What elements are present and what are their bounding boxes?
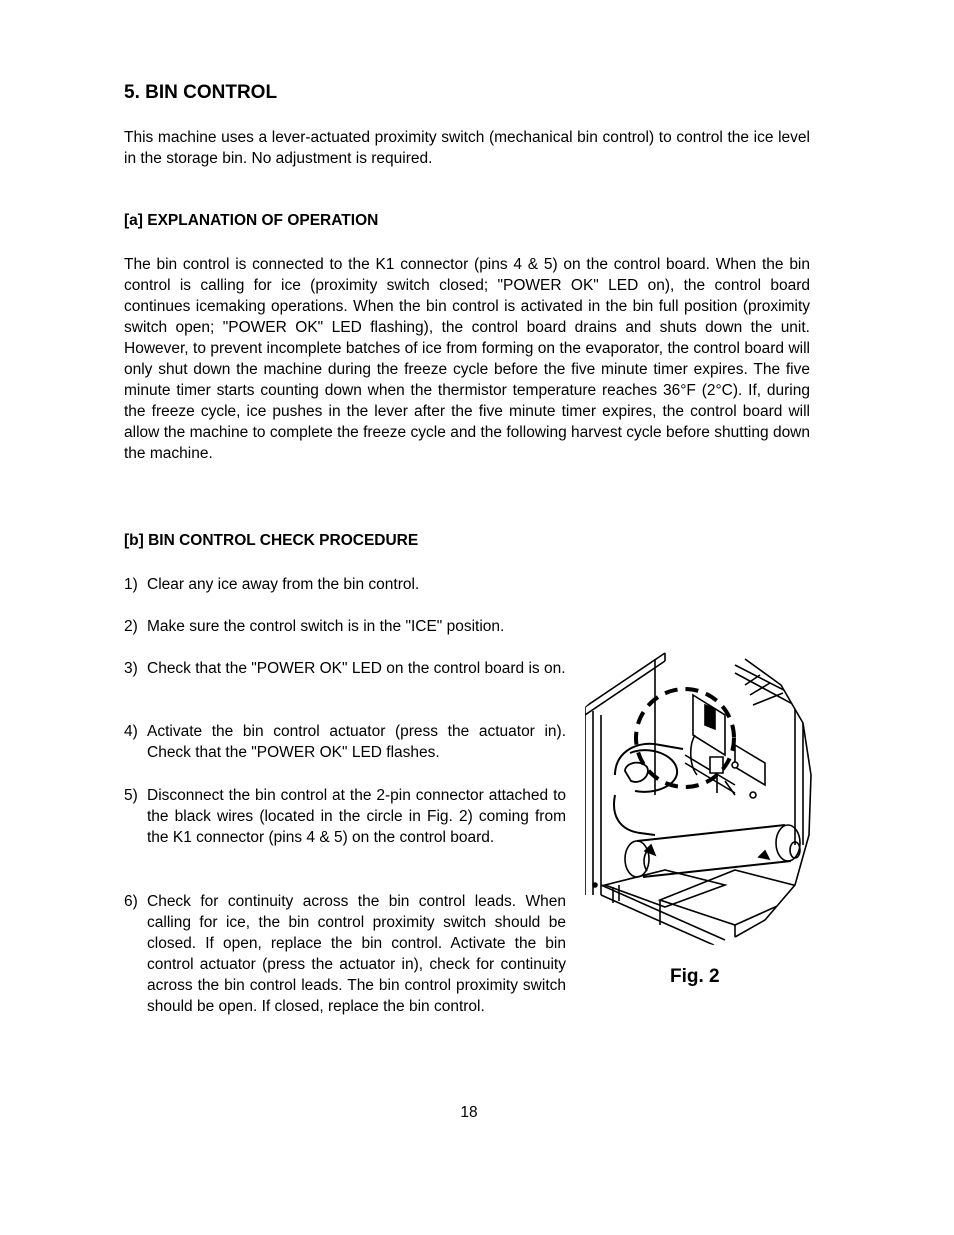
step-text: Make sure the control switch is in the "ICE" position. bbox=[147, 618, 505, 635]
procedure-step bbox=[124, 616, 566, 637]
step-number: 3) bbox=[124, 660, 138, 677]
procedure-step bbox=[124, 785, 566, 848]
subsection-b-heading: [b] BIN CONTROL CHECK PROCEDURE bbox=[124, 532, 419, 549]
procedure-step bbox=[124, 658, 566, 679]
section-title: 5. BIN CONTROL bbox=[124, 82, 278, 103]
procedure-step bbox=[124, 574, 566, 595]
page-number: 18 bbox=[460, 1104, 478, 1121]
step-text: Check that the "POWER OK" LED on the control board is on. bbox=[147, 660, 566, 677]
step-number: 5) bbox=[124, 787, 138, 804]
intro-paragraph: This machine uses a lever-actuated proximity switch (mechanical bin control) to control the ice level in the storage bin. No adjustment is required. bbox=[124, 129, 810, 167]
step-text: Disconnect the bin control at the 2-pin connector attached to the black wires (located in the circle in Fig. 2) coming from the K1 connector (pins 4 & 5) on the control board. bbox=[147, 787, 566, 846]
procedure-step bbox=[124, 721, 566, 763]
procedure-step bbox=[124, 891, 566, 1017]
step-text: Check for continuity across the bin control leads. When calling for ice, the bin control proximity switch should be closed. If open, replace the bin control. Activate the bin control actuator (press the actuator in), check for continuity across the bin control leads. The bin control proximity switch should be open. If closed, replace the bin control. bbox=[147, 893, 566, 1015]
step-text: Clear any ice away from the bin control. bbox=[147, 576, 420, 593]
operation-paragraph: The bin control is connected to the K1 connector (pins 4 & 5) on the control board. When the bin control is calling for ice (proximity switch closed; "POWER OK" LED on), the control board continues icemaking operations. When the bin control is activated in the bin full position (proximity switch open; "POWER OK" LED flashing), the control board drains and shuts down the unit. However, to prevent incomplete batches of ice from forming on the evaporator, the control board will only shut down the machine during the freeze cycle before the five minute timer expires. The five minute timer starts counting down when the thermistor temperature reaches 36°F (2°C). If, during the freeze cycle, ice pushes in the lever after the five minute timer expires, the control board will allow the machine to complete the freeze cycle and the following harvest cycle before shutting down the machine. bbox=[124, 256, 810, 462]
figure-caption: Fig. 2 bbox=[670, 966, 720, 987]
bin-control-illustration bbox=[585, 645, 813, 950]
subsection-a-heading: [a] EXPLANATION OF OPERATION bbox=[124, 212, 379, 229]
step-number: 6) bbox=[124, 893, 138, 910]
step-number: 1) bbox=[124, 576, 138, 593]
step-text: Activate the bin control actuator (press the actuator in). Check that the "POWER OK" LED flashes. bbox=[147, 723, 566, 761]
step-number: 4) bbox=[124, 723, 138, 740]
step-number: 2) bbox=[124, 618, 138, 635]
